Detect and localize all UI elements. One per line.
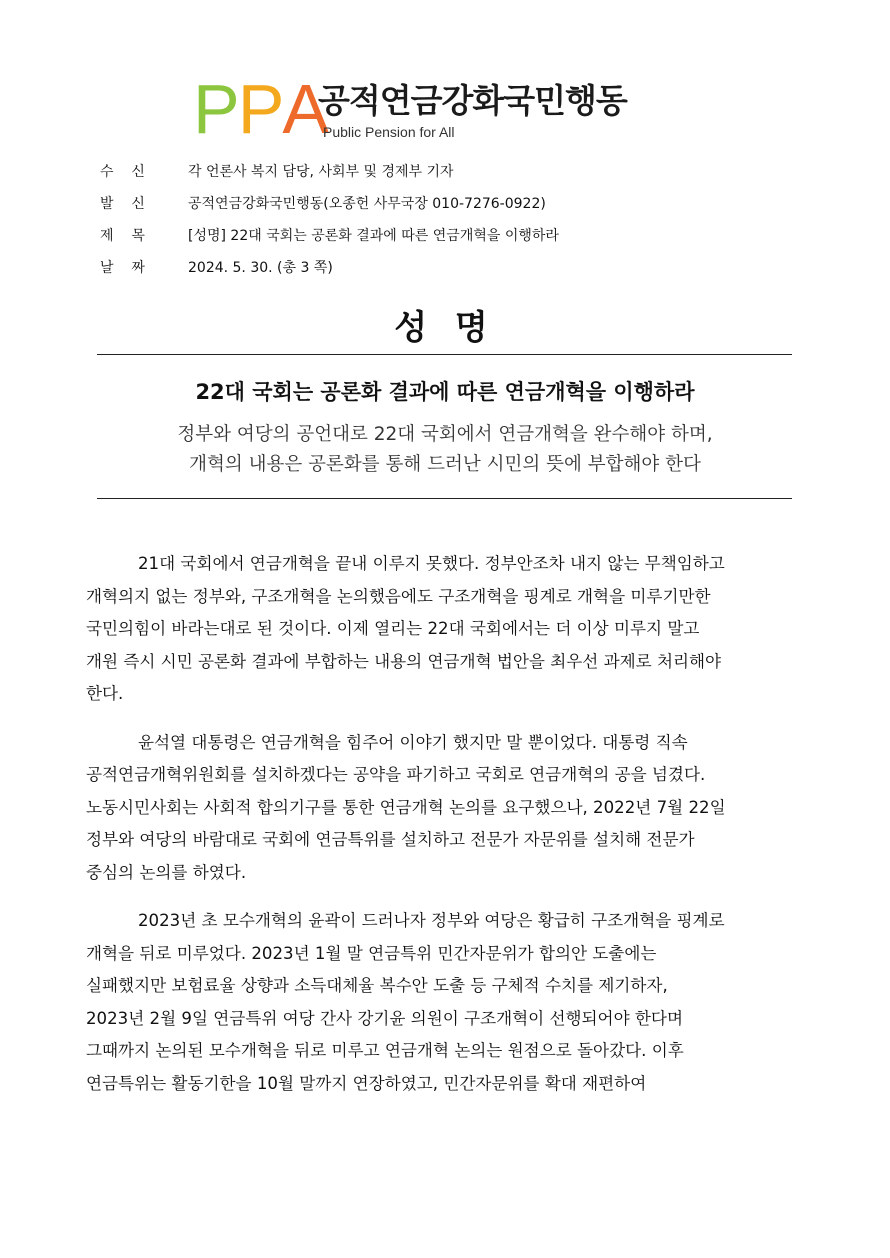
body-paragraph bbox=[86, 905, 806, 1100]
body-line: 공적연금개혁위원회를 설치하겠다는 공약을 파기하고 국회로 연금개혁의 공을 넘겼다. bbox=[86, 765, 706, 784]
meta-label: 수 신 bbox=[100, 164, 145, 180]
document-title: 성 명 bbox=[394, 308, 496, 348]
body-line: 한다. bbox=[86, 684, 124, 703]
statement-subhead bbox=[0, 420, 890, 480]
body-line: 연금특위는 활동기한을 10월 말까지 연장하였고, 민간자문위를 확대 재편하여 bbox=[86, 1073, 647, 1093]
logo-org-name-en: Public Pension for All bbox=[323, 124, 455, 140]
body-line: 2023년 2월 9일 연금특위 여당 간사 강기윤 의원이 구조개혁이 선행되어야 한다며 bbox=[86, 1008, 683, 1028]
divider-bottom bbox=[97, 498, 792, 499]
meta-value: [성명] 22대 국회는 공론화 결과에 따른 연금개혁을 이행하라 bbox=[188, 228, 559, 244]
body-line: 개혁을 뒤로 미루었다. 2023년 1월 말 연금특위 민간자문위가 합의안 도출에는 bbox=[86, 943, 657, 963]
subhead-line: 개혁의 내용은 공론화를 통해 드러난 시민의 뜻에 부합해야 한다 bbox=[189, 454, 701, 475]
body-line: 국민의힘이 바라는대로 된 것이다. 이제 열리는 22대 국회에서는 더 이상 미루지 말고 bbox=[86, 619, 700, 638]
meta-value: 공적연금강화국민행동(오종헌 사무국장 010-7276-0922) bbox=[188, 196, 546, 212]
statement-body bbox=[86, 548, 806, 1116]
logo-letter: P bbox=[193, 70, 238, 148]
body-line: 2023년 초 모수개혁의 윤곽이 드러나자 정부와 여당은 황급히 구조개혁을 핑계로 bbox=[138, 911, 725, 930]
body-line: 노동시민사회는 사회적 합의기구를 통한 연금개혁 논의를 요구했으나, 2022년 7월 22일 bbox=[86, 797, 726, 817]
subhead-line: 정부와 여당의 공언대로 22대 국회에서 연금개혁을 완수해야 하며, bbox=[177, 424, 713, 445]
body-line: 개혁의지 없는 정부와, 구조개혁을 논의했음에도 구조개혁을 핑계로 개혁을 미루기만한 bbox=[86, 586, 711, 606]
meta-value: 각 언론사 복지 담당, 사회부 및 경제부 기자 bbox=[188, 164, 454, 180]
body-line: 윤석열 대통령은 연금개혁을 힘주어 이야기 했지만 말 뿐이었다. 대통령 직속 bbox=[138, 732, 688, 752]
divider-top bbox=[97, 354, 792, 355]
body-line: 중심의 논의를 하였다. bbox=[86, 862, 247, 882]
meta-label: 발 신 bbox=[100, 196, 145, 212]
body-line: 정부와 여당의 바람대로 국회에 연금특위를 설치하고 전문가 자문위를 설치해 전문가 bbox=[86, 830, 695, 849]
body-line: 실패했지만 보험료율 상향과 소득대체율 복수안 도출 등 구체적 수치를 제기하자, bbox=[86, 976, 668, 995]
logo-letter: P bbox=[237, 70, 283, 148]
logo-org-name-kr: 공적연금강화국민행동 bbox=[318, 81, 627, 120]
body-line: 21대 국회에서 연금개혁을 끝내 이루지 못했다. 정부안조차 내지 않는 무책임하고 bbox=[138, 554, 725, 573]
logo-letter: A bbox=[282, 70, 328, 148]
body-paragraph bbox=[86, 727, 806, 890]
logo-ppa-mark bbox=[193, 70, 328, 148]
body-line: 그때까지 논의된 모수개혁을 뒤로 미루고 연금개혁 논의는 원점으로 돌아갔다. 이후 bbox=[86, 1041, 684, 1060]
meta-value: 2024. 5. 30. (총 3 쪽) bbox=[188, 260, 333, 276]
statement-headline: 22대 국회는 공론화 결과에 따른 연금개혁을 이행하라 bbox=[195, 380, 695, 404]
meta-label: 날 짜 bbox=[100, 260, 145, 276]
body-paragraph bbox=[86, 548, 806, 711]
meta-label: 제 목 bbox=[100, 228, 145, 244]
body-line: 개원 즉시 시민 공론화 결과에 부합하는 내용의 연금개혁 법안을 최우선 과제로 처리해야 bbox=[86, 651, 722, 671]
